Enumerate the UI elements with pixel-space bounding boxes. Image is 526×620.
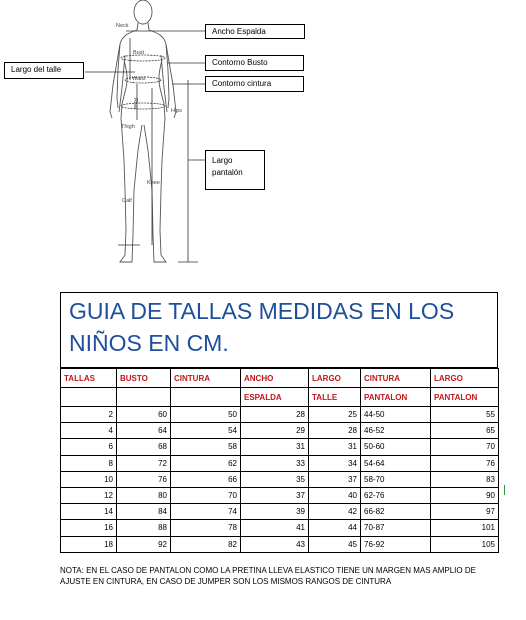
header-ancho: ANCHO bbox=[241, 369, 309, 388]
callout-largo-pantalon bbox=[205, 150, 265, 190]
waist-label: Waist bbox=[132, 76, 146, 82]
cell-talla: 14 bbox=[61, 504, 117, 520]
knee-label: Knee bbox=[147, 180, 160, 186]
cell-cintura-pantalon: 70-87 bbox=[361, 520, 431, 536]
cell-talla: 8 bbox=[61, 455, 117, 471]
cell-largo-pantalon: 70 bbox=[431, 439, 499, 455]
cell-cintura-pantalon: 66-82 bbox=[361, 504, 431, 520]
callout-ancho-espalda-text: Ancho Espalda bbox=[212, 27, 266, 36]
cell-busto: 88 bbox=[117, 520, 171, 536]
cell-ancho-espalda: 29 bbox=[241, 423, 309, 439]
title-line-1: GUIA DE TALLAS MEDIDAS EN LOS bbox=[69, 298, 455, 324]
cell-cintura: 66 bbox=[171, 471, 241, 487]
cell-largo-talle: 31 bbox=[309, 439, 361, 455]
cell-busto: 84 bbox=[117, 504, 171, 520]
table-row bbox=[61, 455, 499, 471]
cell-cintura: 54 bbox=[171, 423, 241, 439]
table-row bbox=[61, 439, 499, 455]
cell-busto: 76 bbox=[117, 471, 171, 487]
header-cintura-2 bbox=[171, 388, 241, 407]
cell-cintura-pantalon: 62-76 bbox=[361, 487, 431, 503]
cell-cintura: 70 bbox=[171, 487, 241, 503]
cell-ancho-espalda: 37 bbox=[241, 487, 309, 503]
callout-contorno-busto-text: Contorno Busto bbox=[212, 58, 268, 67]
cell-busto: 72 bbox=[117, 455, 171, 471]
table-header-row-2 bbox=[61, 388, 499, 407]
cell-largo-talle: 28 bbox=[309, 423, 361, 439]
table-row bbox=[61, 471, 499, 487]
table-row bbox=[61, 487, 499, 503]
title-line-2: NIÑOS EN CM. bbox=[69, 330, 229, 356]
measurement-figure bbox=[0, 0, 526, 290]
cell-ancho-espalda: 31 bbox=[241, 439, 309, 455]
callout-largo-del-talle bbox=[4, 62, 84, 79]
cell-largo-pantalon: 83 bbox=[431, 471, 499, 487]
header-espalda: ESPALDA bbox=[241, 388, 309, 407]
cell-ancho-espalda: 35 bbox=[241, 471, 309, 487]
header-tallas: TALLAS bbox=[61, 369, 117, 388]
callout-contorno-cintura bbox=[205, 76, 304, 92]
cell-largo-talle: 40 bbox=[309, 487, 361, 503]
cell-cintura-pantalon: 58-70 bbox=[361, 471, 431, 487]
cell-talla: 4 bbox=[61, 423, 117, 439]
callout-contorno-cintura-text: Contorno cintura bbox=[212, 79, 272, 88]
table-row bbox=[61, 423, 499, 439]
body-outline-diagram bbox=[0, 0, 526, 290]
size-guide-title-box bbox=[60, 292, 498, 368]
callout-largo-pantalon-line1: Largo bbox=[212, 156, 233, 165]
cell-cintura-pantalon: 46-52 bbox=[361, 423, 431, 439]
size-table bbox=[60, 368, 499, 553]
table-row bbox=[61, 520, 499, 536]
cell-talla: 16 bbox=[61, 520, 117, 536]
header-largo-pantalon-1: LARGO bbox=[431, 369, 499, 388]
cell-cintura: 62 bbox=[171, 455, 241, 471]
header-largo: LARGO bbox=[309, 369, 361, 388]
cell-largo-pantalon: 101 bbox=[431, 520, 499, 536]
cell-talla: 18 bbox=[61, 536, 117, 552]
text-cursor-mark bbox=[504, 485, 505, 495]
cell-ancho-espalda: 33 bbox=[241, 455, 309, 471]
cell-largo-pantalon: 105 bbox=[431, 536, 499, 552]
callout-largo-pantalon-line2: pantalón bbox=[212, 168, 243, 177]
cell-cintura-pantalon: 54-64 bbox=[361, 455, 431, 471]
callout-contorno-busto bbox=[205, 55, 304, 71]
header-tallas-2 bbox=[61, 388, 117, 407]
callout-ancho-espalda bbox=[205, 24, 305, 39]
cell-largo-talle: 45 bbox=[309, 536, 361, 552]
header-busto-2 bbox=[117, 388, 171, 407]
cell-talla: 12 bbox=[61, 487, 117, 503]
header-cintura-pantalon-1: CINTURA bbox=[361, 369, 431, 388]
cell-largo-talle: 37 bbox=[309, 471, 361, 487]
size-guide-title bbox=[69, 295, 495, 359]
cell-busto: 64 bbox=[117, 423, 171, 439]
bust-label: Bust bbox=[133, 50, 145, 56]
calf-label: Calf bbox=[122, 198, 132, 204]
cell-ancho-espalda: 41 bbox=[241, 520, 309, 536]
cell-cintura-pantalon: 76-92 bbox=[361, 536, 431, 552]
neck-label: Neck bbox=[116, 23, 129, 29]
cell-largo-talle: 34 bbox=[309, 455, 361, 471]
cell-largo-pantalon: 97 bbox=[431, 504, 499, 520]
cell-cintura: 50 bbox=[171, 407, 241, 423]
cell-largo-talle: 42 bbox=[309, 504, 361, 520]
cell-largo-talle: 25 bbox=[309, 407, 361, 423]
cell-ancho-espalda: 28 bbox=[241, 407, 309, 423]
cell-largo-pantalon: 65 bbox=[431, 423, 499, 439]
cell-cintura: 78 bbox=[171, 520, 241, 536]
table-row bbox=[61, 504, 499, 520]
cell-busto: 68 bbox=[117, 439, 171, 455]
cell-cintura: 82 bbox=[171, 536, 241, 552]
header-cintura: CINTURA bbox=[171, 369, 241, 388]
cell-talla: 2 bbox=[61, 407, 117, 423]
table-row bbox=[61, 407, 499, 423]
cell-talla: 10 bbox=[61, 471, 117, 487]
cell-busto: 80 bbox=[117, 487, 171, 503]
rise-label: Rise bbox=[132, 98, 138, 110]
cell-cintura: 58 bbox=[171, 439, 241, 455]
cell-cintura-pantalon: 44-50 bbox=[361, 407, 431, 423]
cell-busto: 92 bbox=[117, 536, 171, 552]
size-guide-note: NOTA: EN EL CASO DE PANTALON COMO LA PRETINA LLEVA ELASTICO TIENE UN MARGEN MAS AMPLIO DE AJUSTE EN CINTURA, EN CASO DE JUMPER SON LOS MISMOS RANGOS DE CINTURA bbox=[60, 566, 476, 586]
table-header-row-1 bbox=[61, 369, 499, 388]
cell-talla: 6 bbox=[61, 439, 117, 455]
cell-busto: 60 bbox=[117, 407, 171, 423]
cell-largo-talle: 44 bbox=[309, 520, 361, 536]
header-largo-pantalon-2: PANTALON bbox=[431, 388, 499, 407]
header-busto: BUSTO bbox=[117, 369, 171, 388]
table-row bbox=[61, 536, 499, 552]
cell-ancho-espalda: 43 bbox=[241, 536, 309, 552]
cell-largo-pantalon: 90 bbox=[431, 487, 499, 503]
cell-largo-pantalon: 55 bbox=[431, 407, 499, 423]
cell-largo-pantalon: 76 bbox=[431, 455, 499, 471]
thigh-label: Thigh bbox=[121, 124, 135, 130]
hips-label: Hips bbox=[171, 108, 183, 114]
callout-largo-del-talle-text: Largo del talle bbox=[11, 65, 62, 74]
cell-cintura: 74 bbox=[171, 504, 241, 520]
cell-ancho-espalda: 39 bbox=[241, 504, 309, 520]
header-talle: TALLE bbox=[309, 388, 361, 407]
header-cintura-pantalon-2: PANTALON bbox=[361, 388, 431, 407]
cell-cintura-pantalon: 50-60 bbox=[361, 439, 431, 455]
